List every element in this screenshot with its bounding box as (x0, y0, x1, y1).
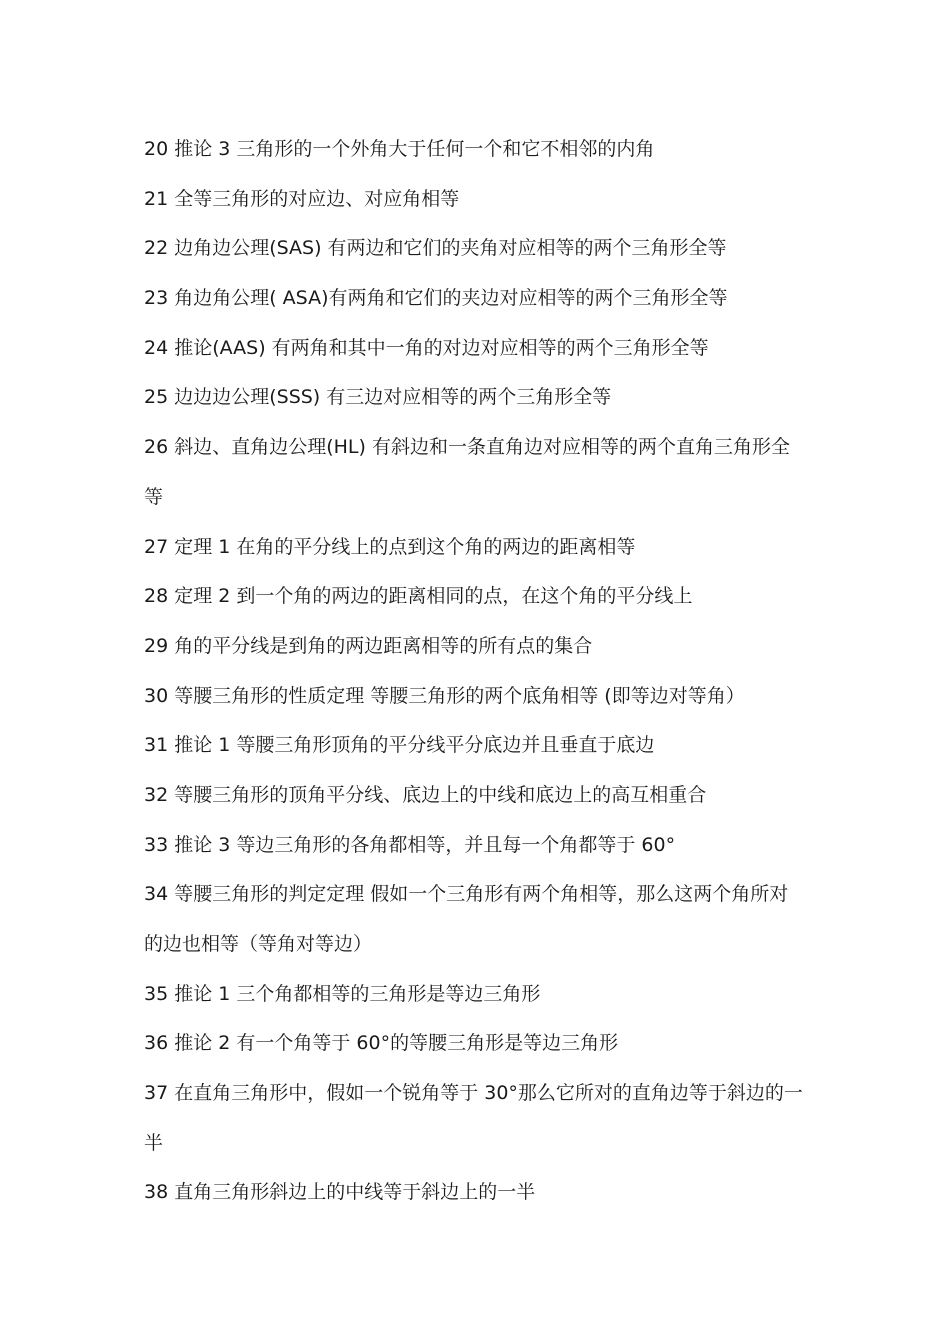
theorem-line-29: 29 角的平分线是到角的两边距离相等的所有点的集合 (144, 634, 593, 657)
theorem-line-33: 33 推论 3 等边三角形的各角都相等，并且每一个角都等于 60° (144, 833, 676, 856)
theorem-line-37-cont: 半 (144, 1131, 164, 1154)
theorem-line-38: 38 直角三角形斜边上的中线等于斜边上的一半 (144, 1181, 536, 1204)
theorem-line-36: 36 推论 2 有一个角等于 60°的等腰三角形是等边三角形 (144, 1032, 619, 1055)
theorem-line-26: 26 斜边、直角边公理(HL) 有斜边和一条直角边对应相等的两个直角三角形全 (144, 436, 790, 459)
theorem-line-24: 24 推论(AAS) 有两角和其中一角的对边对应相等的两个三角形全等 (144, 336, 709, 359)
theorem-line-20: 20 推论 3 三角形的一个外角大于任何一个和它不相邻的内角 (144, 138, 655, 160)
theorem-line-23: 23 角边角公理( ASA)有两角和它们的夹边对应相等的两个三角形全等 (144, 287, 728, 310)
theorem-line-34: 34 等腰三角形的判定定理 假如一个三角形有两个角相等，那么这两个角所对 (144, 883, 789, 906)
theorem-line-27: 27 定理 1 在角的平分线上的点到这个角的两边的距离相等 (144, 535, 636, 558)
theorem-line-31: 31 推论 1 等腰三角形顶角的平分线平分底边并且垂直于底边 (144, 734, 655, 757)
theorem-line-26-cont: 等 (144, 485, 164, 508)
theorem-line-28: 28 定理 2 到一个角的两边的距离相同的点，在这个角的平分线上 (144, 585, 693, 608)
document-body (144, 125, 814, 1218)
theorem-line-21: 21 全等三角形的对应边、对应角相等 (144, 187, 460, 210)
theorem-line-22: 22 边角边公理(SAS) 有两边和它们的夹角对应相等的两个三角形全等 (144, 237, 727, 260)
theorem-line-30: 30 等腰三角形的性质定理 等腰三角形的两个底角相等 (即等边对等角） (144, 684, 745, 707)
theorem-line-37: 37 在直角三角形中，假如一个锐角等于 30°那么它所对的直角边等于斜边的一 (144, 1082, 803, 1105)
theorem-line-35: 35 推论 1 三个角都相等的三角形是等边三角形 (144, 982, 541, 1005)
theorem-line-34-cont: 的边也相等（等角对等边） (144, 933, 373, 955)
theorem-line-32: 32 等腰三角形的顶角平分线、底边上的中线和底边上的高互相重合 (144, 783, 707, 806)
theorem-line-25: 25 边边边公理(SSS) 有三边对应相等的两个三角形全等 (144, 386, 612, 409)
